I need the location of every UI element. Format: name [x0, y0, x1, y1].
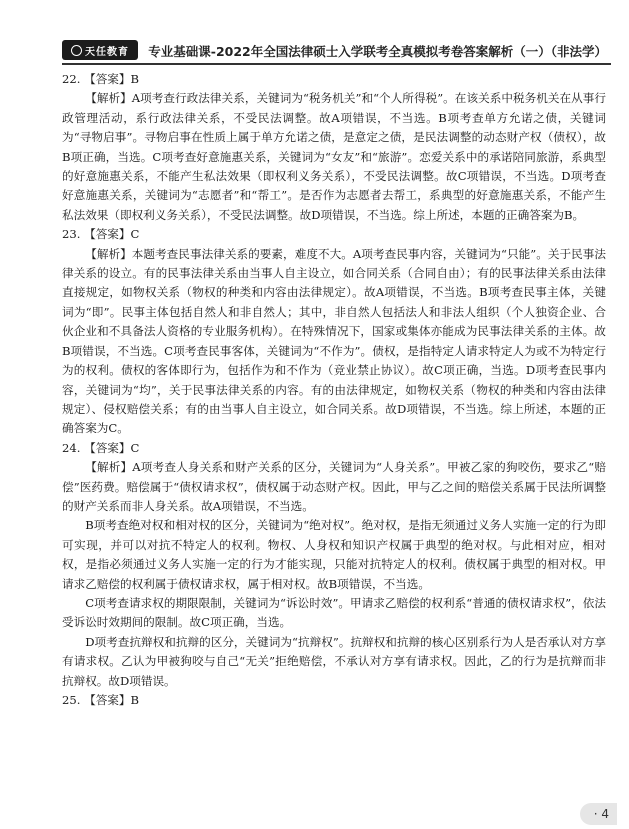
page-number: · 4	[580, 803, 617, 825]
question-block	[62, 225, 606, 438]
answer-heading: 22. 【答案】B	[62, 72, 140, 86]
question-block	[62, 439, 606, 691]
analysis-paragraph: 【解析】A项考查行政法律关系，关键词为“税务机关”和“个人所得税”。在该关系中税务机关在从事行政管理活动，系行政法律关系，不受民法调整。故A项错误，不当选。B项考查单方允诺之债，关键词为“寻物启事”。寻物启事在性质上属于单方允诺之债，是意定之债，是民法调整的动态财产权（债权），故B项正确，当选。C项考查好意施惠关系，关键词为“女友”和“旅游”。恋爱关系中的承诺陪同旅游，系典型的好意施惠关系，不能产生私法效果（即权利义务关系），不受民法调整。故C项错误，不当选。D项考查好意施惠关系，关键词为“志愿者”和“帮工”。是否作为志愿者去帮工，系典型的好意施惠关系，不能产生私法效果（即权利义务关系），不受民法调整。故D项错误，不当选。综上所述，本题的正确答案为B。	[62, 91, 606, 222]
answer-heading: 24. 【答案】C	[62, 440, 140, 455]
analysis-paragraph: 【解析】A项考查人身关系和财产关系的区分，关键词为“人身关系”。甲被乙家的狗咬伤，要求乙“赔偿”医药费。赔偿属于“债权请求权”，债权属于动态财产权。因此，甲与乙之间的赔偿关系属于民法所调整的财产关系而非人身关系。故A项错误，不当选。	[62, 460, 606, 513]
answer-content	[62, 70, 606, 710]
analysis-paragraph: C项考查请求权的期限限制，关键词为“诉讼时效”。甲请求乙赔偿的权利系“普通的债权请求权”，依法受诉讼时效期间的限制。故C项正确，当选。	[62, 595, 606, 630]
answer-heading: 25. 【答案】B	[62, 693, 140, 707]
logo-mark-icon	[71, 45, 82, 56]
header-title: 专业基础课-2022年全国法律硕士入学联考全真模拟考卷答案解析（一）（非法学）	[148, 44, 607, 59]
page-header	[0, 34, 629, 64]
brand-logo	[62, 40, 138, 60]
analysis-paragraph: D项考查抗辩权和抗辩的区分，关键词为“抗辩权”。抗辩权和抗辩的核心区别系行为人是否承认对方享有请求权。乙认为甲被狗咬与自己“无关”拒绝赔偿，不承认对方享有请求权。因此，乙的行为是抗辩而非抗辩权。故D项错误。	[62, 634, 606, 688]
analysis-paragraph: B项考查绝对权和相对权的区分，关键词为“绝对权”。绝对权，是指无须通过义务人实施一定的行为即可实现，并可以对抗不特定人的权利。物权、人身权和知识产权属于典型的绝对权。与此相对应，相对权，是指必须通过义务人实施一定的行为才能实现，只能对抗特定人的权利。债权属于典型的相对权。甲请求乙赔偿的权利属于债权请求权，属于相对权。故B项错误，不当选。	[62, 518, 606, 591]
header-divider	[62, 63, 611, 65]
analysis-paragraph: 【解析】本题考查民事法律关系的要素，难度不大。A项考查民事内容，关键词为“只能”。关于民事法律关系的设立。有的民事法律关系由当事人自主设立，如合同关系（合同自由）；有的民事法律关系由法律直接规定，如物权关系（物权的种类和内容由法律规定）。故A项错误，不当选。B项考查民事主体，关键词为“即”。民事主体包括自然人和非自然人；其中，非自然人包括法人和非法人组织（个人独资企业、合伙企业和不具备法人资格的专业服务机构）。在特殊情况下，国家或集体亦能成为民事法律关系的主体。故B项错误，不当选。C项考查民事客体，关键词为“不作为”。债权，是指特定人请求特定人为或不为特定行为的权利。债权的客体即行为，包括作为和不作为（竞业禁止协议）。故C项正确，当选。D项考查民事内容，关键词为“均”，关于民事法律关系的内容。有的由法律规定，如物权关系（物权的种类和内容由法律规定）、侵权赔偿关系；有的由当事人自主设立，如合同关系。故D项错误，不当选。综上所述，本题的正确答案为C。	[62, 246, 606, 436]
question-block	[62, 691, 606, 710]
logo-text: 天任教育	[85, 46, 129, 58]
answer-heading: 23. 【答案】C	[62, 227, 140, 242]
question-block	[62, 70, 606, 225]
